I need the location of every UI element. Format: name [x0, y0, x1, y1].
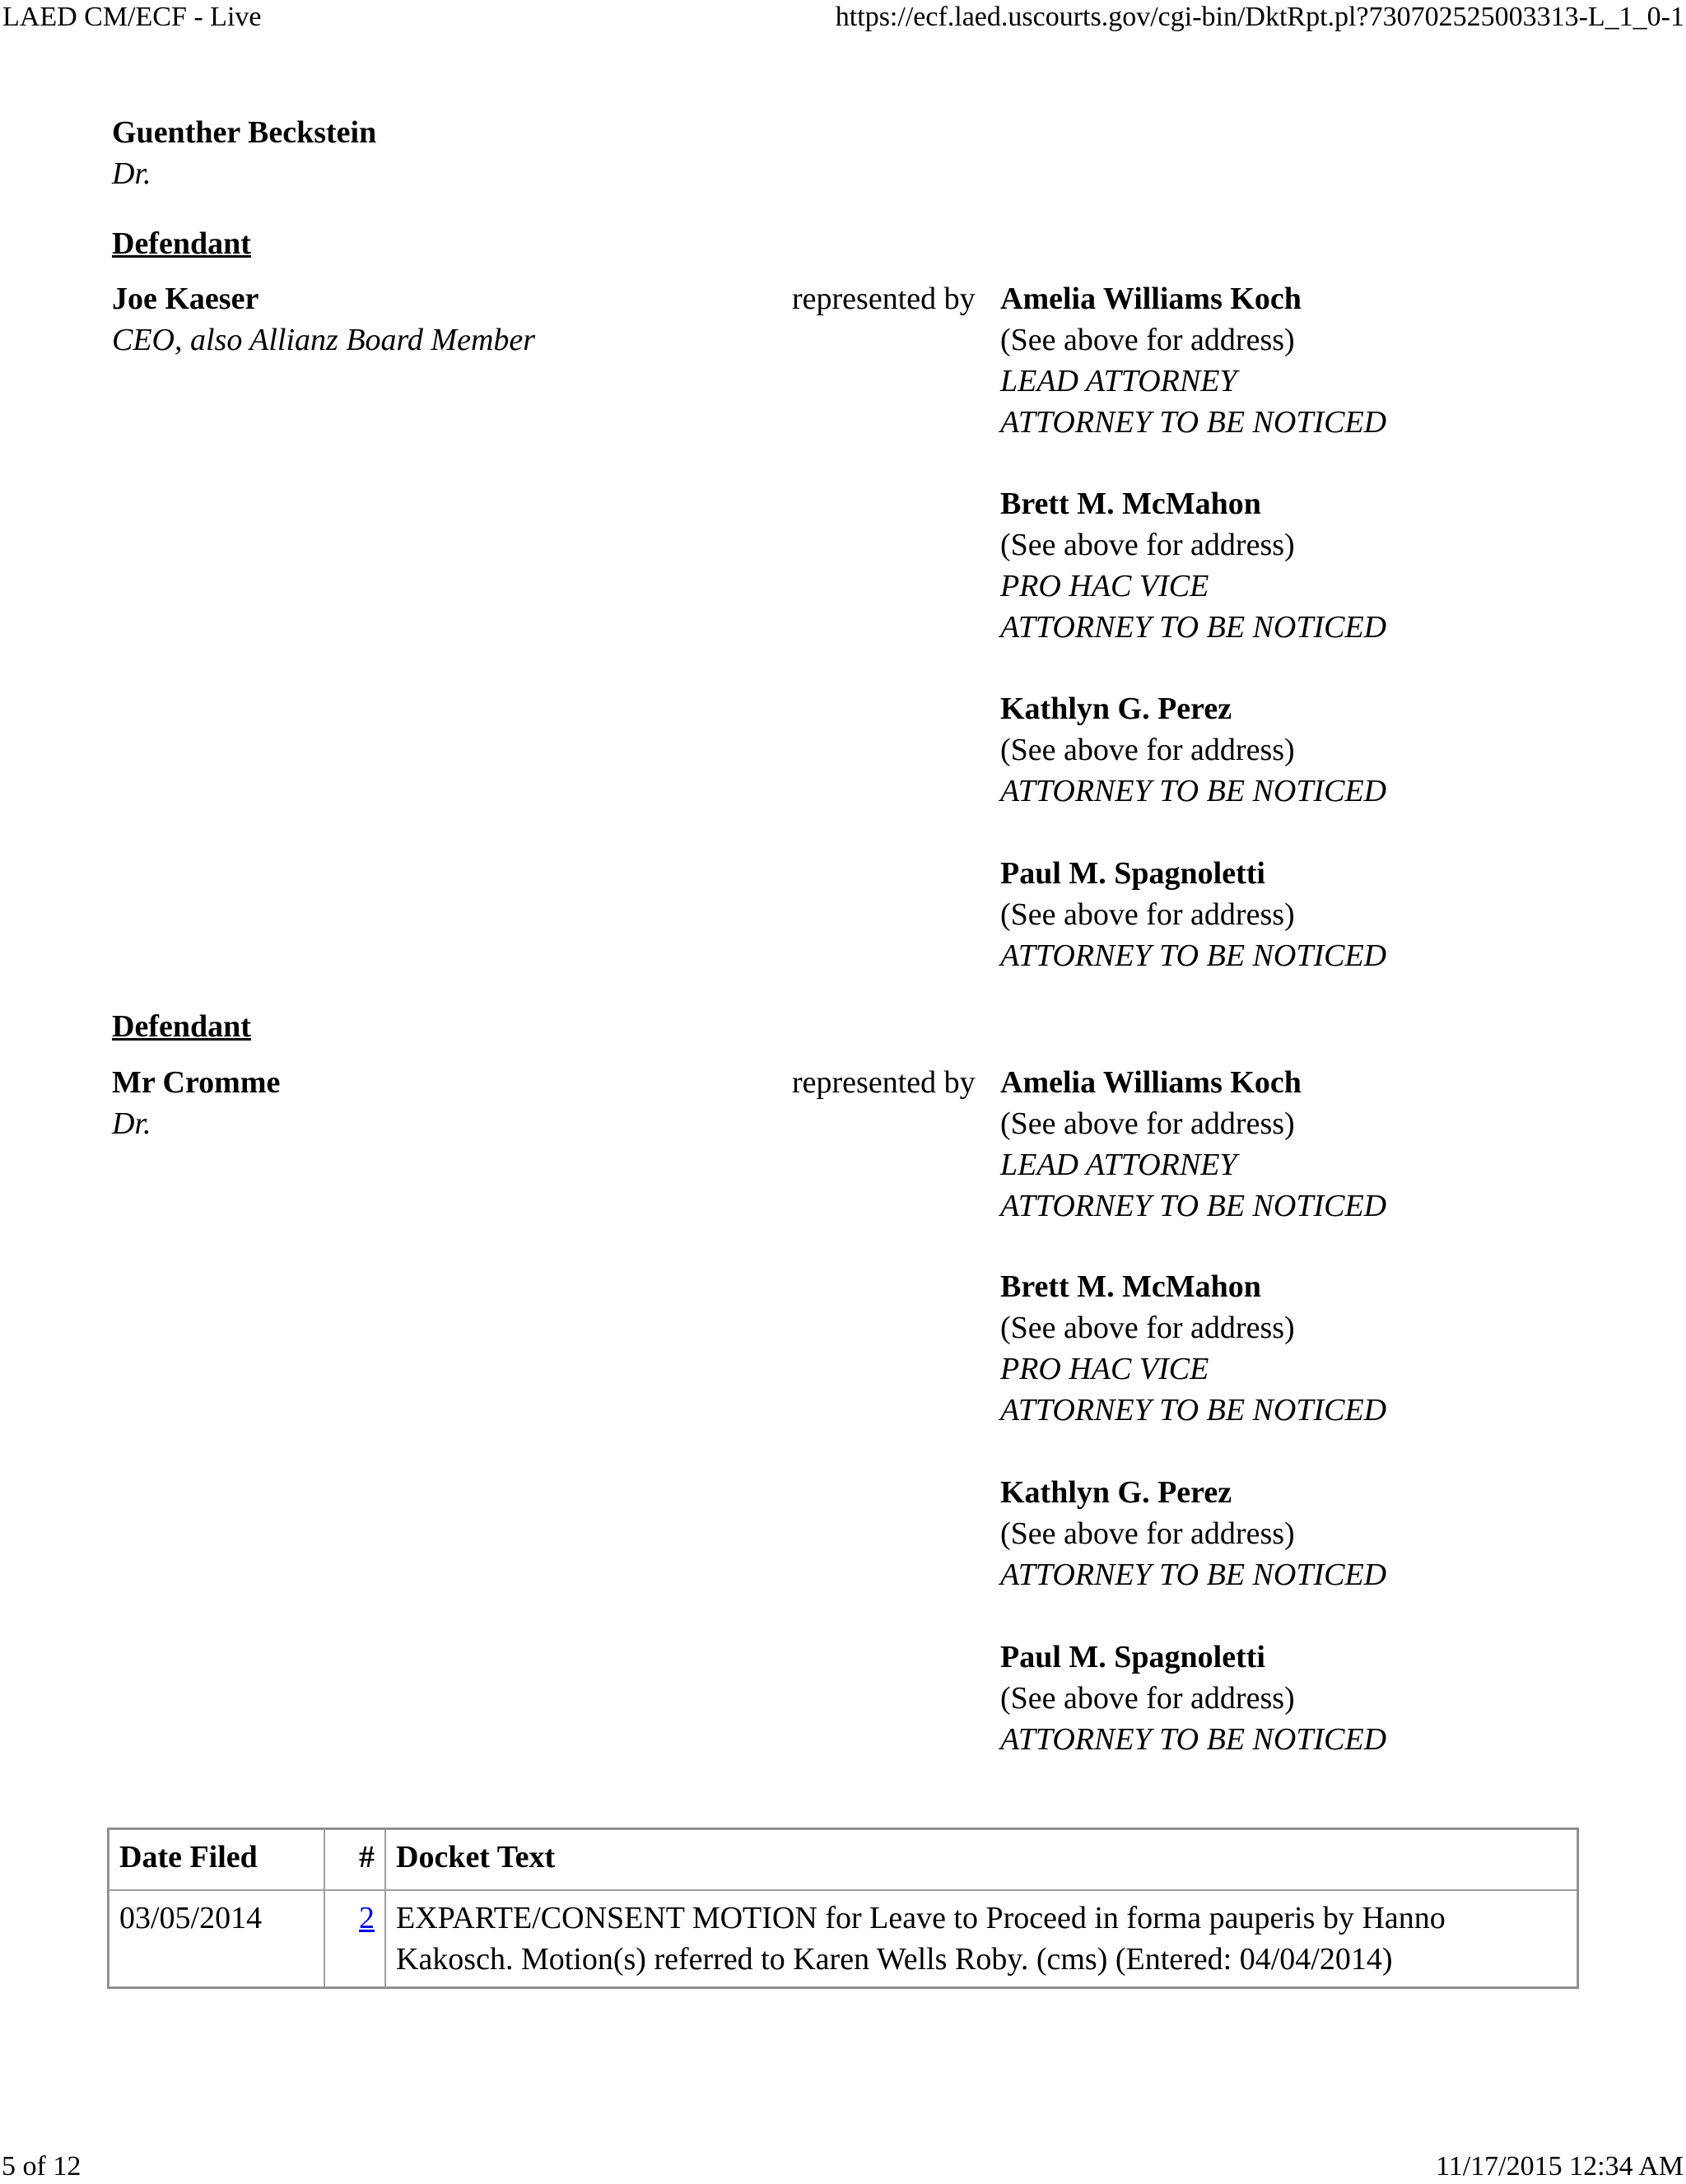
party-name: Guenther Beckstein: [112, 115, 377, 150]
docket-header-row: [109, 1829, 1577, 1890]
attorney-name: Kathlyn G. Perez: [1000, 1475, 1232, 1510]
attorney-designation: ATTORNEY TO BE NOTICED: [1000, 1189, 1387, 1223]
party-description: CEO, also Allianz Board Member: [112, 323, 536, 357]
attorney-entry: [1000, 1472, 1386, 1595]
attorney-address: (See above for address): [1000, 1516, 1295, 1551]
column-header-number: #: [324, 1829, 385, 1890]
attorney-address: (See above for address): [1000, 1106, 1295, 1141]
attorney-entry: [1000, 278, 1386, 443]
attorney-name: Amelia Williams Koch: [1000, 282, 1302, 316]
attorney-name: Brett M. McMahon: [1000, 1269, 1261, 1304]
attorney-designation: LEAD ATTORNEY: [1000, 364, 1237, 398]
represented-by-label: represented by: [792, 282, 976, 316]
docket-date-cell: 03/05/2014: [109, 1890, 324, 1987]
attorney-name: Kathlyn G. Perez: [1000, 692, 1232, 726]
party-name: Mr Cromme: [112, 1065, 281, 1100]
attorney-designation: PRO HAC VICE: [1000, 1352, 1209, 1386]
attorney-name: Paul M. Spagnoletti: [1000, 856, 1265, 891]
attorney-designation: ATTORNEY TO BE NOTICED: [1000, 610, 1387, 645]
attorney-entry: [1000, 1266, 1386, 1431]
docket-text-line: EXPARTE/CONSENT MOTION for Leave to Proceed in forma pauperis by Hanno: [396, 1901, 1446, 1935]
docket-entry-link[interactable]: 2: [359, 1901, 375, 1935]
attorney-designation: PRO HAC VICE: [1000, 569, 1209, 603]
attorney-address: (See above for address): [1000, 1681, 1295, 1716]
column-header-docket-text: Docket Text: [385, 1829, 1577, 1890]
attorney-address: (See above for address): [1000, 733, 1295, 767]
attorney-address: (See above for address): [1000, 323, 1295, 357]
attorney-address: (See above for address): [1000, 897, 1295, 932]
attorney-designation: ATTORNEY TO BE NOTICED: [1000, 774, 1387, 808]
page-header-url: https://ecf.laed.uscourts.gov/cgi-bin/DktRpt.pl?730702525003313-L_1_0-1: [835, 2, 1684, 32]
party-role-heading: Defendant: [112, 1009, 251, 1044]
attorney-designation: ATTORNEY TO BE NOTICED: [1000, 1393, 1387, 1427]
party-description: Dr.: [112, 156, 151, 191]
attorney-designation: ATTORNEY TO BE NOTICED: [1000, 938, 1387, 973]
attorney-entry: [1000, 483, 1386, 648]
party-name: Joe Kaeser: [112, 282, 259, 316]
attorney-designation: ATTORNEY TO BE NOTICED: [1000, 1722, 1387, 1757]
attorney-name: Amelia Williams Koch: [1000, 1065, 1302, 1100]
attorney-entry: [1000, 853, 1386, 976]
docket-text-cell: [385, 1890, 1577, 1987]
docket-table: [107, 1828, 1579, 1989]
column-header-date-filed: Date Filed: [109, 1829, 324, 1890]
represented-by-label: represented by: [792, 1065, 976, 1100]
attorney-name: Paul M. Spagnoletti: [1000, 1640, 1265, 1674]
attorney-address: (See above for address): [1000, 1311, 1295, 1345]
docket-number-cell: [324, 1890, 385, 1987]
attorney-designation: ATTORNEY TO BE NOTICED: [1000, 1558, 1387, 1592]
attorney-address: (See above for address): [1000, 528, 1295, 562]
page-header-title: LAED CM/ECF - Live: [2, 2, 262, 32]
attorney-designation: ATTORNEY TO BE NOTICED: [1000, 405, 1387, 440]
attorney-designation: LEAD ATTORNEY: [1000, 1148, 1237, 1182]
attorney-name: Brett M. McMahon: [1000, 487, 1261, 521]
attorney-entry: [1000, 1637, 1386, 1760]
page-number: 5 of 12: [2, 2151, 82, 2182]
print-timestamp: 11/17/2015 12:34 AM: [1436, 2151, 1684, 2182]
party-description: Dr.: [112, 1106, 151, 1141]
table-row: [109, 1890, 1577, 1987]
docket-text-line: Kakosch. Motion(s) referred to Karen Wells Roby. (cms) (Entered: 04/04/2014): [396, 1942, 1393, 1977]
party-role-heading: Defendant: [112, 226, 251, 261]
attorney-entry: [1000, 688, 1386, 812]
attorney-entry: [1000, 1062, 1386, 1227]
